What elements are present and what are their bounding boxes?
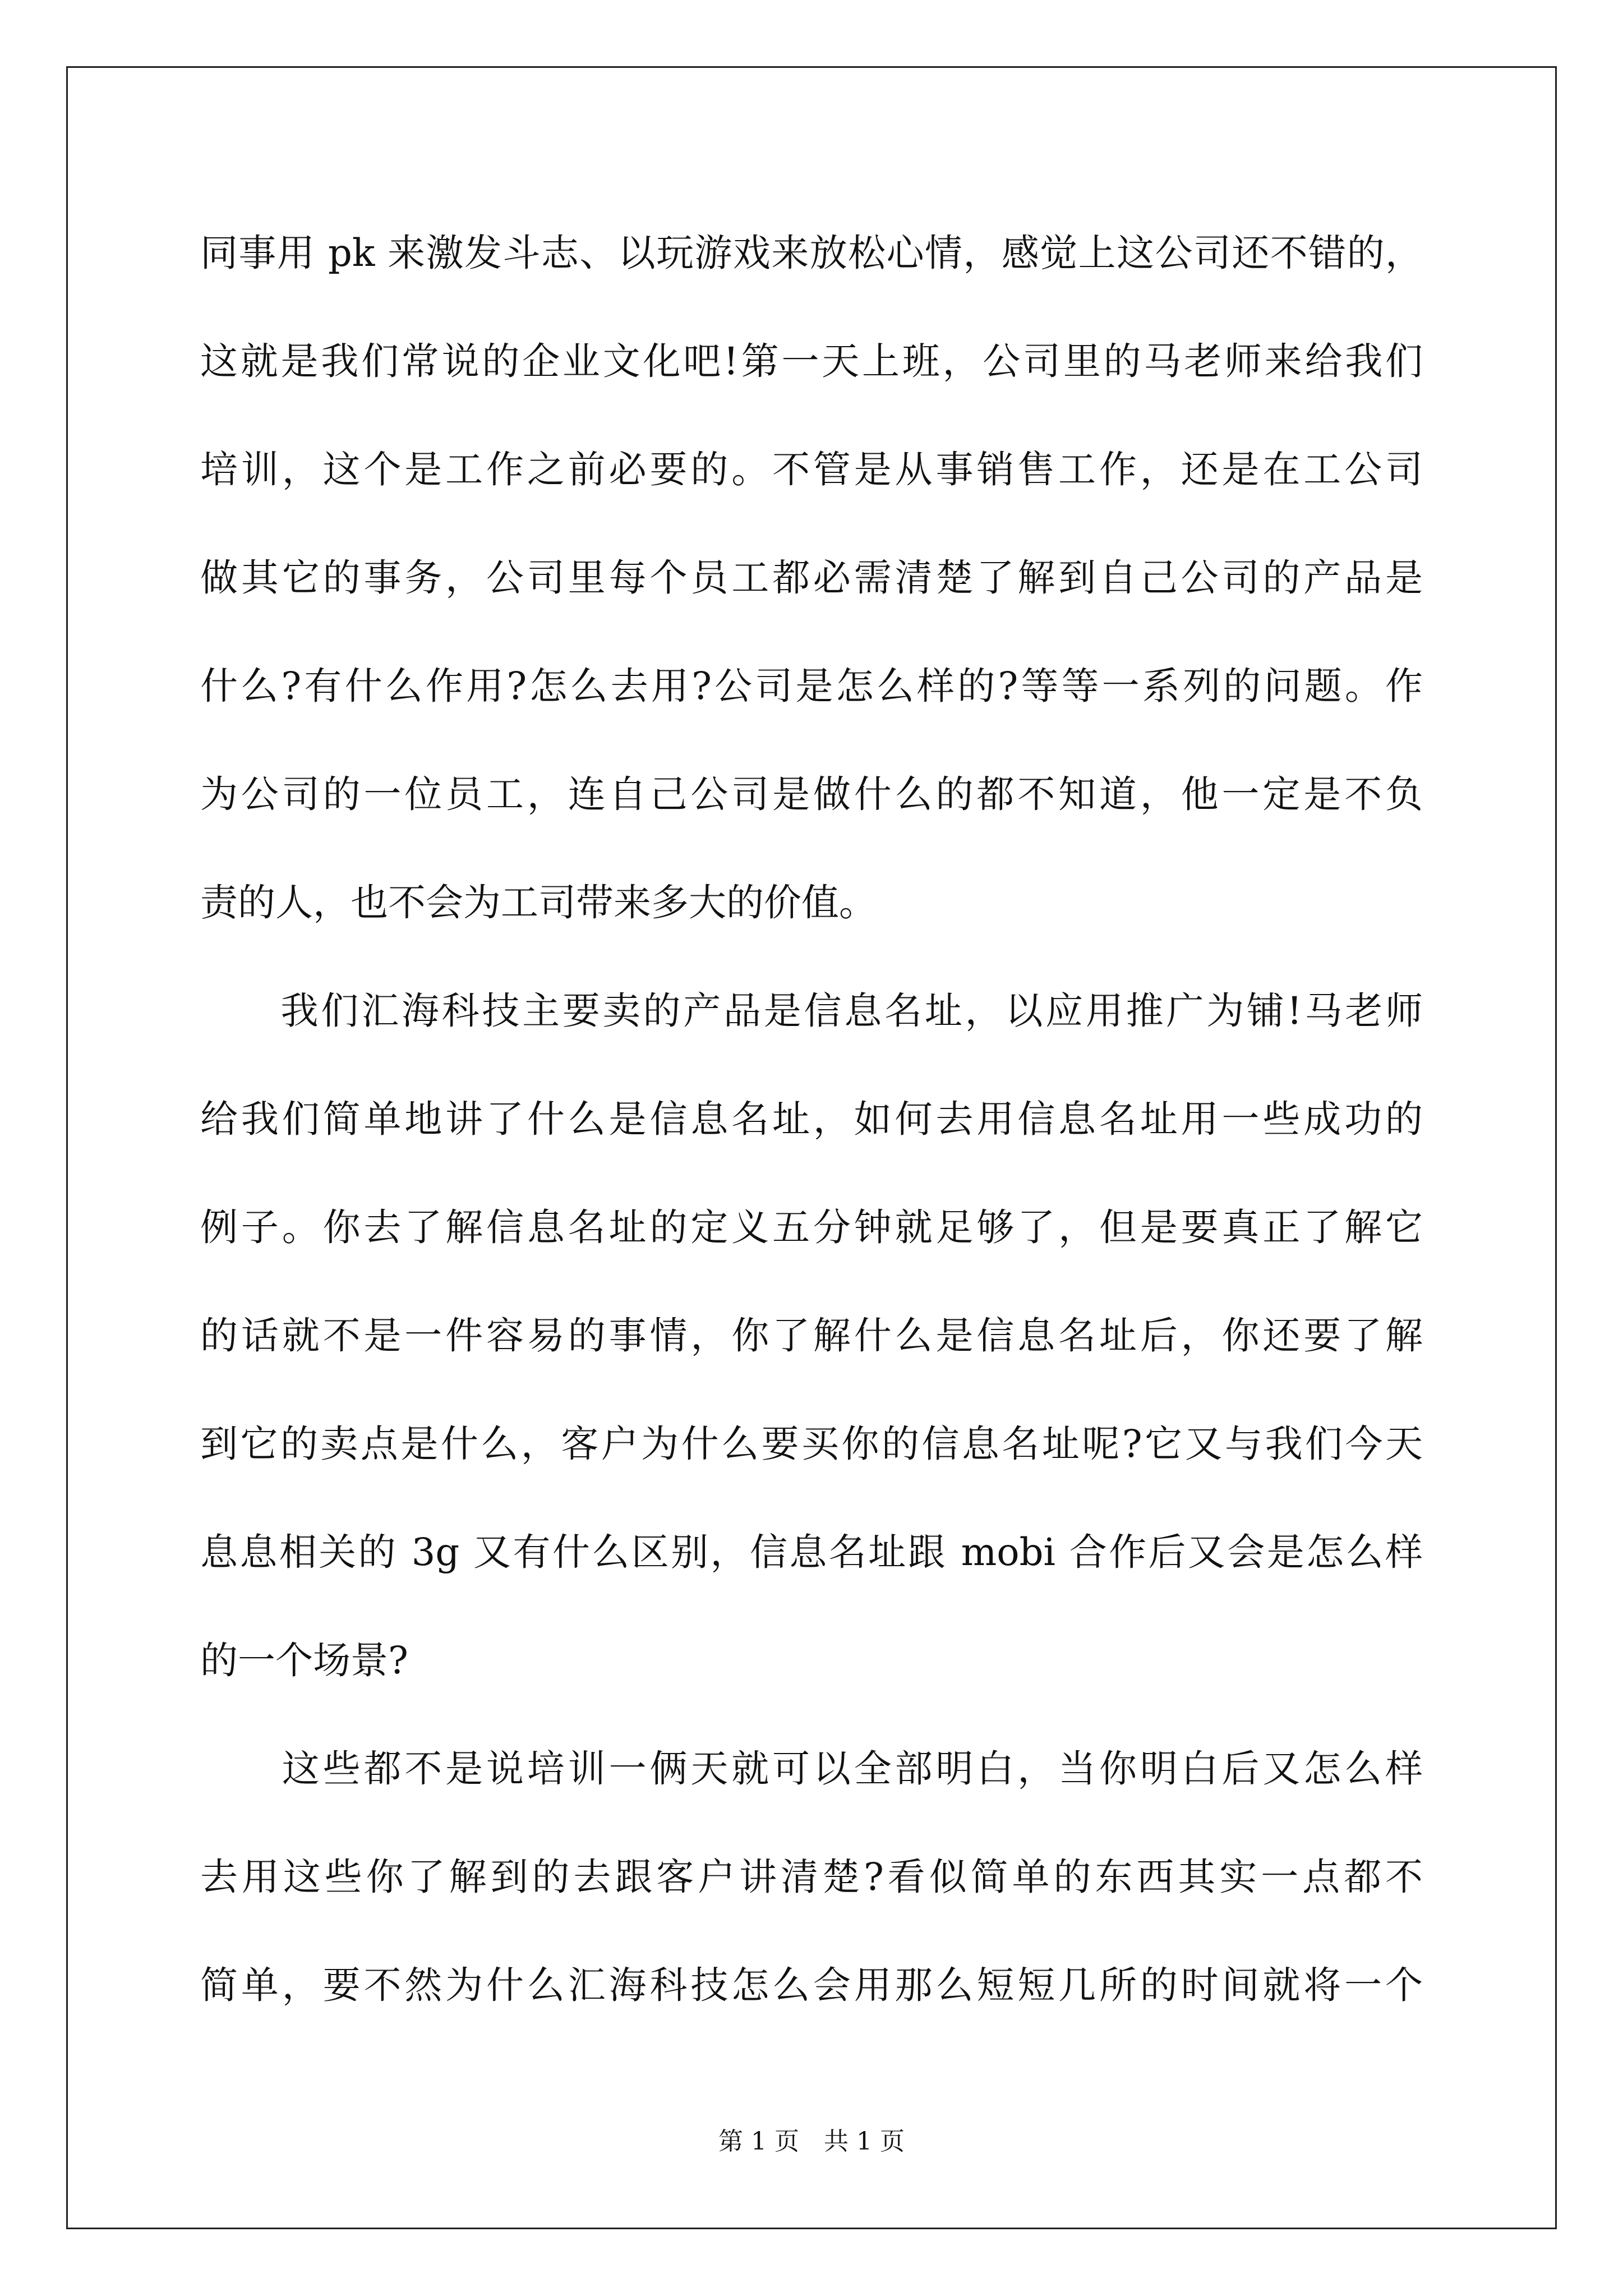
text-line: 的话就不是一件容易的事情，你了解什么是信息名址后，你还要了解	[200, 1314, 1423, 1358]
text-line: 为公司的一位员工，连自己公司是做什么的都不知道，他一定是不负	[200, 772, 1423, 816]
text-line: 责的人，也不会为工司带来多大的价值。	[200, 881, 877, 924]
text-line: 去用这些你了解到的去跟客户讲清楚?看似简单的东西其实一点都不	[200, 1855, 1423, 1899]
text-line: 这就是我们常说的企业文化吧!第一天上班，公司里的马老师来给我们	[200, 339, 1423, 383]
text-line: 简单，要不然为什么汇海科技怎么会用那么短短几所的时间就将一个	[200, 1963, 1423, 2007]
text-line: 给我们简单地讲了什么是信息名址，如何去用信息名址用一些成功的	[200, 1097, 1423, 1141]
text-line: 做其它的事务，公司里每个员工都必需清楚了解到自己公司的产品是	[200, 556, 1423, 600]
text-line: 到它的卖点是什么，客户为什么要买你的信息名址呢?它又与我们今天	[200, 1422, 1423, 1466]
text-line: 息息相关的 3g 又有什么区别，信息名址跟 mobi 合作后又会是怎么样	[200, 1530, 1423, 1574]
text-line: 这些都不是说培训一俩天就可以全部明白，当你明白后又怎么样	[200, 1747, 1423, 1791]
text-line: 的一个场景?	[200, 1639, 408, 1682]
text-line: 什么?有什么作用?怎么去用?公司是怎么样的?等等一系列的问题。作	[200, 664, 1423, 708]
text-line: 培训，这个是工作之前必要的。不管是从事销售工作，还是在工公司	[200, 448, 1423, 491]
text-line: 例子。你去了解信息名址的定义五分钟就足够了，但是要真正了解它	[200, 1205, 1423, 1249]
text-line: 我们汇海科技主要卖的产品是信息名址，以应用推广为铺!马老师	[200, 989, 1423, 1033]
document-body	[200, 199, 1423, 2040]
page-number: 第 1 页 共 1 页	[718, 2127, 905, 2156]
text-line: 同事用 pk 来激发斗志、以玩游戏来放松心情，感觉上这公司还不错的，	[200, 231, 1423, 275]
